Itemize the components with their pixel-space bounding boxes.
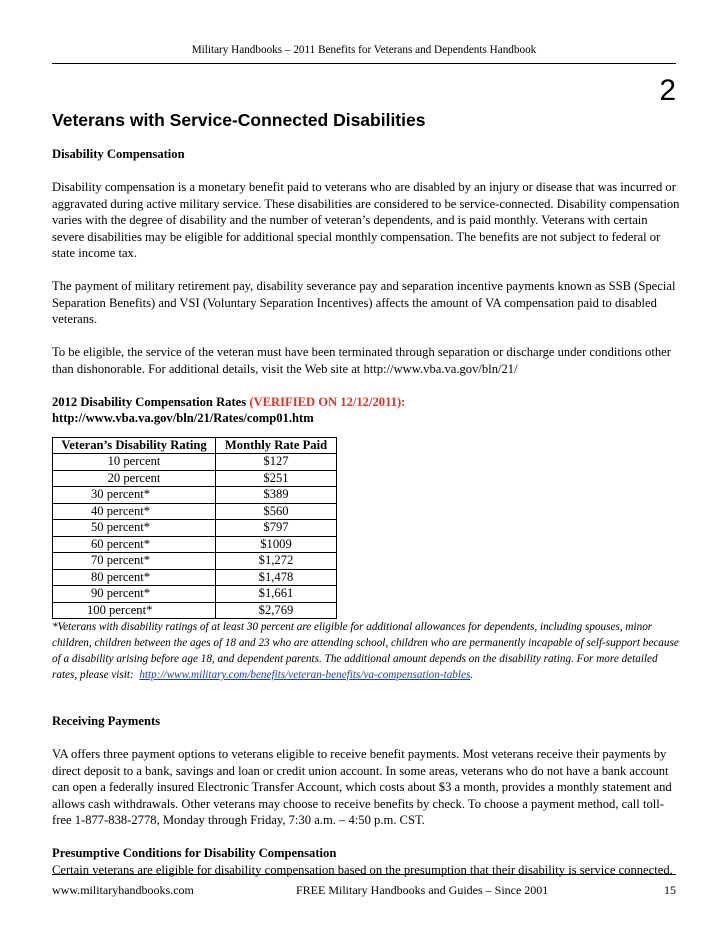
rates-heading-text: 2012 Disability Compensation Rates	[52, 394, 247, 409]
table-row	[53, 503, 337, 520]
disability-compensation-paragraph-3: To be eligible, the service of the veteran must have been terminated through separation or discharge under conditions other than dishonorable. For additional details, visit the Web site at http://www.vba.va.gov/bln/21/	[52, 345, 671, 376]
paid-cell: $251	[216, 470, 337, 487]
table-row	[53, 553, 337, 570]
footer-rule	[52, 874, 676, 875]
presumptive-heading: Presumptive Conditions for Disability Compensation	[52, 846, 337, 860]
paid-cell: $127	[216, 454, 337, 471]
rates-url[interactable]: http://www.vba.va.gov/bln/21/Rates/comp01.htm	[52, 411, 314, 425]
rating-cell: 70 percent*	[53, 553, 216, 570]
running-header: Military Handbooks – 2011 Benefits for Veterans and Dependents Handbook	[191, 44, 537, 56]
page-number: 15	[664, 883, 676, 897]
table-row	[53, 520, 337, 537]
rates-footnote	[52, 619, 682, 683]
footnote-end: .	[470, 669, 474, 681]
rating-cell: 10 percent	[53, 454, 216, 471]
page-content	[52, 146, 682, 878]
rating-cell: 30 percent*	[53, 487, 216, 504]
paid-cell: $560	[216, 503, 337, 520]
receiving-payments-paragraph: VA offers three payment options to veterans eligible to receive benefit payments. Most veterans receive their payments by direct deposit to a bank, savings and loan or credit union account. In some areas, veterans who do not have a bank account can open a federally insured Electronic Transfer Account, which costs about $3 a month, provides a monthly statement and allows cash withdrawals. Other veterans may choose to receive benefits by check. To choose a payment method, call toll-free 1-877-838-2778, Monday through Friday, 7:30 a.m. – 4:50 p.m. CST.	[52, 747, 672, 827]
paid-cell: $389	[216, 487, 337, 504]
rates-heading	[52, 394, 682, 411]
rates-table-header-row	[53, 437, 337, 454]
paid-cell: $797	[216, 520, 337, 537]
footnote-link[interactable]: http://www.military.com/benefits/veteran-benefits/va-compensation-tables	[139, 669, 471, 681]
chapter-number: 2	[659, 74, 676, 107]
table-row	[53, 569, 337, 586]
rating-cell: 60 percent*	[53, 536, 216, 553]
paid-cell: $1,478	[216, 569, 337, 586]
rates-verified-note: (VERIFIED ON 12/12/2011):	[249, 394, 406, 409]
rating-cell: 80 percent*	[53, 569, 216, 586]
paid-cell: $2,769	[216, 602, 337, 619]
rating-cell: 40 percent*	[53, 503, 216, 520]
table-row	[53, 454, 337, 471]
rates-column-paid: Monthly Rate Paid	[216, 437, 337, 454]
rating-cell: 100 percent*	[53, 602, 216, 619]
disability-compensation-heading: Disability Compensation	[52, 147, 185, 161]
disability-compensation-paragraph-1: Disability compensation is a monetary benefit paid to veterans who are disabled by an injury or disease that was incurred or aggravated during active military service. These disabilities are considered to be service-connected. Disability compensation varies with the degree of disability and the number of veteran’s dependents, and is paid monthly. Veterans with certain severe disabilities may be eligible for additional special monthly compensation. The benefits are not subject to federal or state income tax.	[52, 180, 680, 260]
rating-cell: 50 percent*	[53, 520, 216, 537]
paid-cell: $1,272	[216, 553, 337, 570]
footnote-text: *Veterans with disability ratings of at least 30 percent are eligible for additional allowances for dependents, including spouses, minor children, children between the ages of 18 and 23 who are attending school, children who are permanently incapable of self-support because of a disability arising before age 18, and dependent parents. The additional amount depends on the disability rating. For more detailed rates, please visit:	[52, 621, 679, 681]
table-row	[53, 602, 337, 619]
receiving-payments-heading: Receiving Payments	[52, 714, 161, 728]
header-rule	[52, 63, 676, 64]
presumptive-paragraph: Certain veterans are eligible for disability compensation based on the presumption that their disability is service connected.	[52, 862, 673, 877]
disability-compensation-paragraph-2: The payment of military retirement pay, disability severance pay and separation incentive payments known as SSB (Special Separation Benefits) and VSI (Voluntary Separation Incentives) affects the amount of VA compensation paid to disabled veterans.	[52, 279, 676, 326]
footer-site[interactable]: www.militaryhandbooks.com	[52, 883, 194, 897]
paid-cell: $1009	[216, 536, 337, 553]
rating-cell: 20 percent	[53, 470, 216, 487]
paid-cell: $1,661	[216, 586, 337, 603]
rates-column-rating: Veteran’s Disability Rating	[53, 437, 216, 454]
table-row	[53, 536, 337, 553]
table-row	[53, 470, 337, 487]
table-row	[53, 487, 337, 504]
rating-cell: 90 percent*	[53, 586, 216, 603]
footer-tagline: FREE Military Handbooks and Guides – Since 2001	[296, 883, 549, 897]
table-row	[53, 586, 337, 603]
section-title: Veterans with Service-Connected Disabilities	[52, 110, 426, 130]
rates-table	[52, 437, 337, 620]
